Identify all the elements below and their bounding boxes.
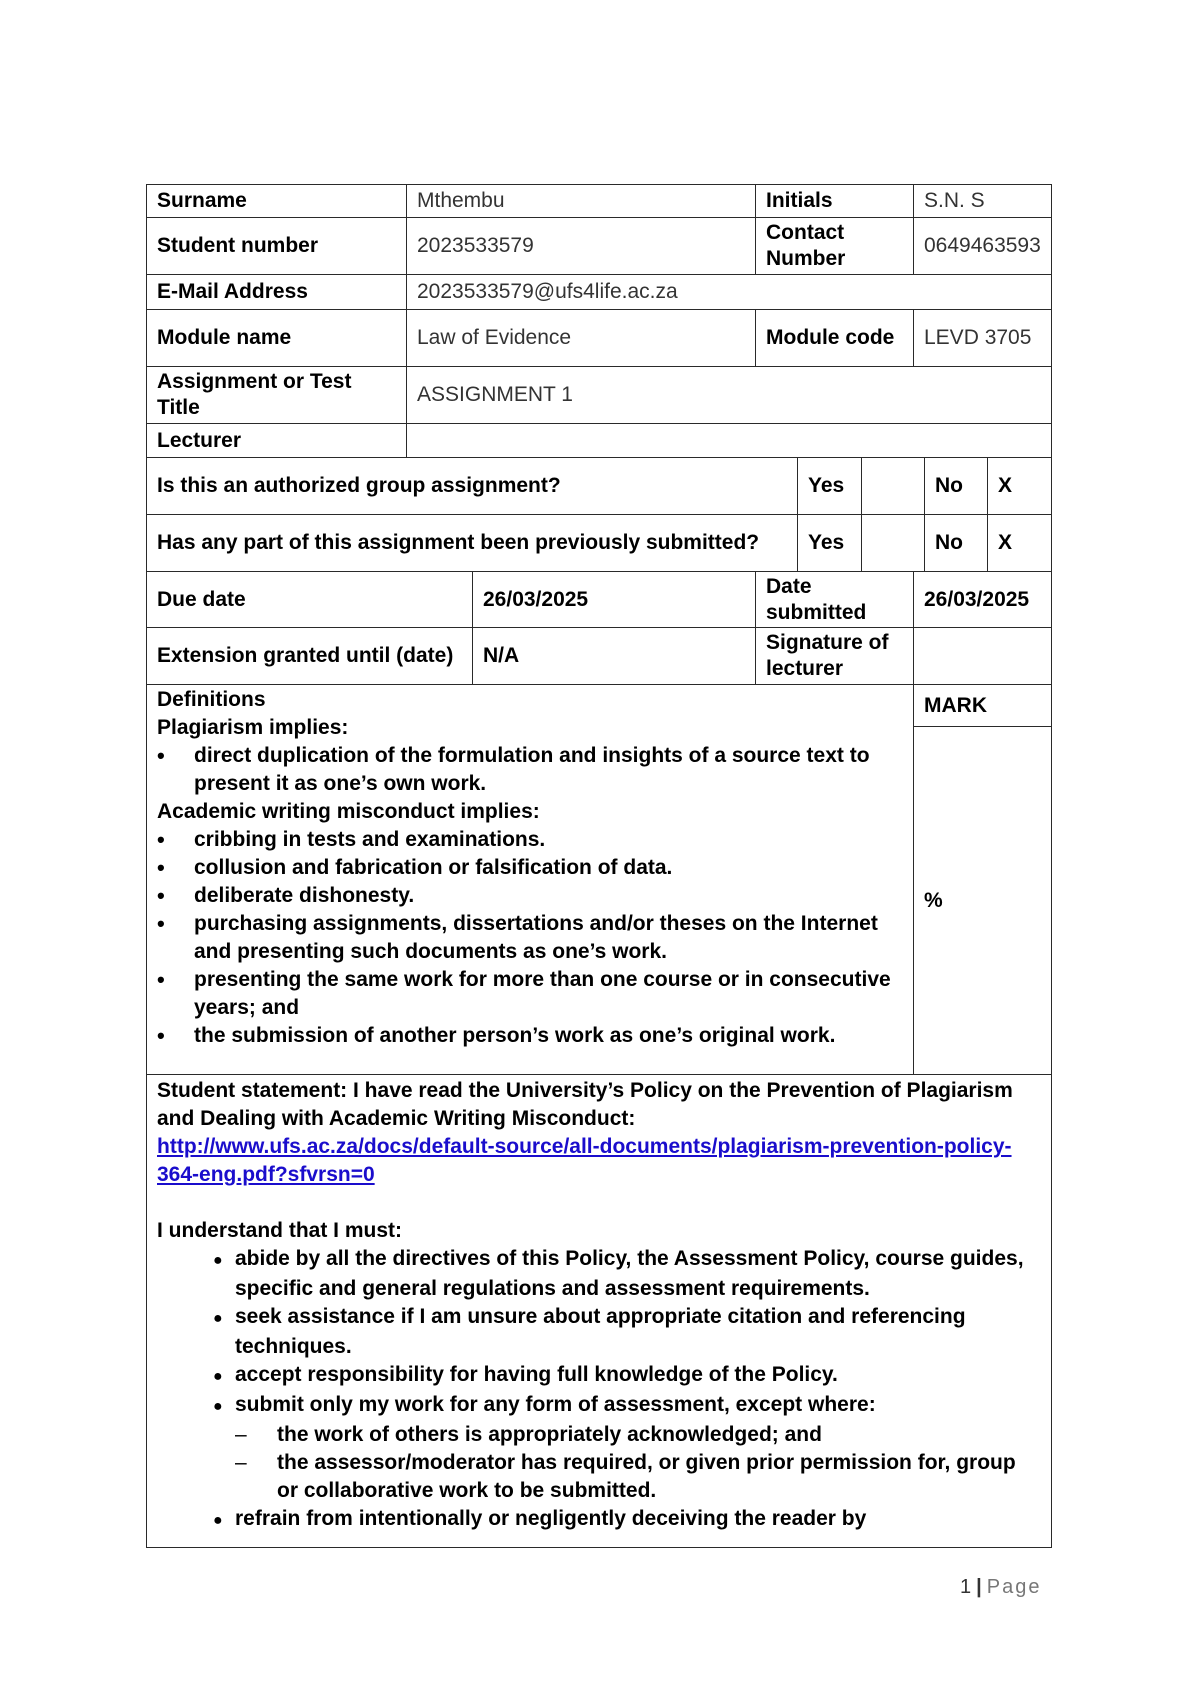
- misconduct-item: • deliberate dishonesty.: [157, 882, 903, 910]
- group-no-checkbox[interactable]: X: [987, 457, 1052, 515]
- date-submitted-label: Date submitted: [755, 571, 914, 628]
- misconduct-heading: Academic writing misconduct implies:: [157, 800, 540, 823]
- understand-heading: I understand that I must:: [157, 1219, 403, 1242]
- mark-value[interactable]: %: [913, 726, 1052, 1075]
- initials-value: S.N. S: [913, 184, 1052, 218]
- signature-label: Signature of lecturer: [755, 627, 914, 685]
- plagiarism-heading: Plagiarism implies:: [157, 716, 349, 739]
- previous-no-checkbox[interactable]: X: [987, 514, 1052, 572]
- policy-link[interactable]: http://www.ufs.ac.za/docs/default-source/all-documents/plagiarism-prevention-policy-364-eng.pdf?sfvrsn=0: [157, 1135, 1012, 1186]
- extension-value: N/A: [472, 627, 756, 685]
- statement-intro: Student statement: I have read the University’s Policy on the Prevention of Plagiarism and Dealing with Academic Writing Misconduct:: [157, 1079, 1013, 1130]
- exception-item: – the assessor/moderator has required, or given prior permission for, group or collaborative work to be submitted.: [157, 1449, 1041, 1505]
- obligation-item: ● abide by all the directives of this Policy, the Assessment Policy, course guides, specific and general regulations and assessment requirements.: [213, 1247, 1024, 1300]
- assignment-title-value: ASSIGNMENT 1: [406, 366, 1052, 424]
- obligation-item: ● refrain from intentionally or negligently deceiving the reader by: [213, 1507, 867, 1530]
- misconduct-item: • the submission of another person’s work as one’s original work.: [157, 1022, 903, 1050]
- misconduct-item: • collusion and fabrication or falsification of data.: [157, 854, 903, 882]
- misconduct-list: [157, 826, 903, 1050]
- obligation-item: ● accept responsibility for having full knowledge of the Policy.: [213, 1363, 838, 1386]
- page-number: 1: [960, 1576, 974, 1598]
- surname-label: Surname: [146, 184, 407, 218]
- misconduct-item: • purchasing assignments, dissertations and/or theses on the Internet and presenting such documents as one’s work.: [157, 910, 903, 966]
- group-yes-checkbox[interactable]: [861, 457, 925, 515]
- contact-number-value: 0649463593: [913, 217, 1052, 275]
- contact-number-label: Contact Number: [755, 217, 914, 275]
- student-statement-section: [146, 1074, 1052, 1548]
- due-date-value: 26/03/2025: [472, 571, 756, 628]
- module-code-label: Module code: [755, 309, 914, 367]
- page-footer: [960, 1576, 1041, 1599]
- due-date-label: Due date: [146, 571, 473, 628]
- group-no-label: No: [924, 457, 988, 515]
- exception-item: – the work of others is appropriately acknowledged; and: [157, 1421, 1041, 1449]
- initials-label: Initials: [755, 184, 914, 218]
- module-name-value: Law of Evidence: [406, 309, 756, 367]
- lecturer-label: Lecturer: [146, 423, 407, 458]
- page-separator: |: [976, 1576, 984, 1598]
- student-number-value: 2023533579: [406, 217, 756, 275]
- previous-yes-checkbox[interactable]: [861, 514, 925, 572]
- previous-yes-label: Yes: [797, 514, 862, 572]
- page-label: Page: [986, 1576, 1042, 1598]
- assignment-title-label: Assignment or Test Title: [146, 366, 407, 424]
- definitions-section: [146, 684, 914, 1075]
- email-label: E-Mail Address: [146, 274, 407, 310]
- group-assignment-question: Is this an authorized group assignment?: [146, 457, 798, 515]
- mark-label: MARK: [913, 684, 1052, 727]
- date-submitted-value: 26/03/2025: [913, 571, 1052, 628]
- plagiarism-list: [157, 742, 903, 798]
- misconduct-item: • cribbing in tests and examinations.: [157, 826, 903, 854]
- surname-value: Mthembu: [406, 184, 756, 218]
- module-name-label: Module name: [146, 309, 407, 367]
- group-yes-label: Yes: [797, 457, 862, 515]
- extension-label: Extension granted until (date): [146, 627, 473, 685]
- email-value: 2023533579@ufs4life.ac.za: [406, 274, 1052, 310]
- plagiarism-item: • direct duplication of the formulation and insights of a source text to present it as one’s own work.: [157, 742, 903, 798]
- student-number-label: Student number: [146, 217, 407, 275]
- signature-value[interactable]: [913, 627, 1052, 685]
- obligation-item: ● submit only my work for any form of assessment, except where:: [213, 1393, 876, 1416]
- misconduct-item: • presenting the same work for more than one course or in consecutive years; and: [157, 966, 903, 1022]
- definitions-heading: Definitions: [157, 688, 266, 711]
- previously-submitted-question: Has any part of this assignment been previously submitted?: [146, 514, 798, 572]
- obligations-list: [157, 1245, 1041, 1535]
- previous-no-label: No: [924, 514, 988, 572]
- lecturer-value: [406, 423, 1052, 458]
- obligation-item: ● seek assistance if I am unsure about appropriate citation and referencing techniques.: [213, 1305, 966, 1358]
- module-code-value: LEVD 3705: [913, 309, 1052, 367]
